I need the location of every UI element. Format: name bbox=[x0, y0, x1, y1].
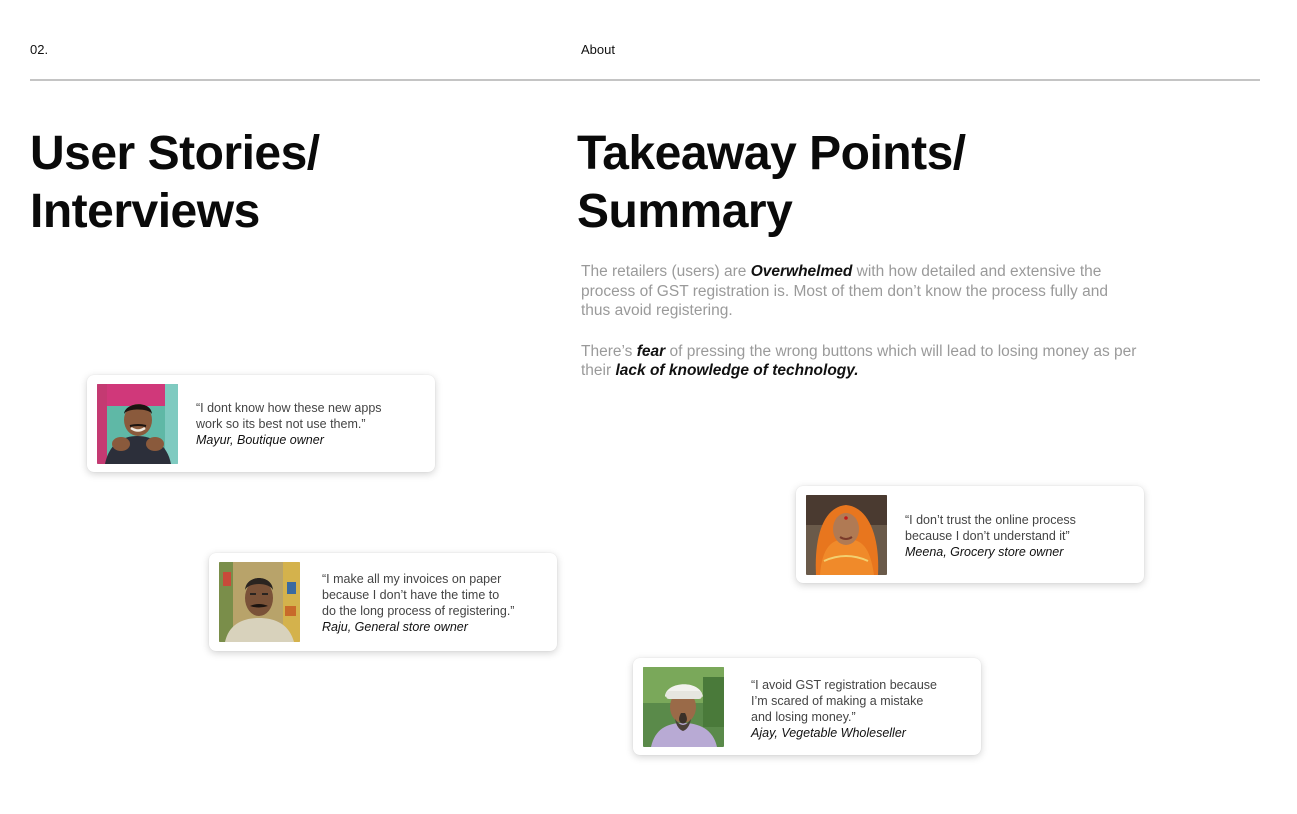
quote-line: “I avoid GST registration because bbox=[751, 678, 937, 692]
quote-line: work so its best not use them.” bbox=[196, 417, 366, 431]
user-stories-title bbox=[30, 125, 320, 241]
emphasis-fear: fear bbox=[636, 342, 666, 360]
quote-card-ajay bbox=[633, 658, 981, 755]
quote-author: Mayur, Boutique owner bbox=[196, 433, 324, 447]
man-smiling-portrait-icon bbox=[97, 384, 178, 464]
man-mustache-portrait-icon bbox=[219, 562, 300, 642]
quote-line: do the long process of registering.” bbox=[322, 604, 515, 618]
title-line: Takeaway Points/ bbox=[577, 127, 966, 180]
title-line: Summary bbox=[577, 185, 793, 238]
emphasis-lack-of-knowledge: lack of knowledge of technology. bbox=[615, 362, 859, 379]
quote-card-raju bbox=[209, 553, 557, 651]
quote-line: “I don’t trust the online process bbox=[905, 513, 1076, 527]
quote-line: because I don’t have the time to bbox=[322, 588, 500, 602]
title-line: User Stories/ bbox=[30, 127, 320, 180]
quote-body bbox=[196, 400, 382, 448]
quote-body bbox=[751, 677, 937, 741]
quote-body bbox=[905, 512, 1076, 560]
quote-card-meena bbox=[796, 486, 1144, 583]
quote-line: “I dont know how these new apps bbox=[196, 401, 382, 415]
summary-paragraph: The retailers (users) are Overwhelmed with how detailed and extensive the process of GST registration is. Most of them don’t know the process fully and thus avoid registering. bbox=[581, 263, 1108, 319]
quote-line: “I make all my invoices on paper bbox=[322, 572, 502, 586]
quote-author: Raju, General store owner bbox=[322, 620, 468, 634]
quote-line: because I don’t understand it” bbox=[905, 529, 1070, 543]
man-turban-portrait-icon bbox=[643, 667, 724, 747]
woman-orange-saree-portrait-icon bbox=[806, 495, 887, 575]
quote-author: Ajay, Vegetable Wholeseller bbox=[751, 726, 906, 740]
summary-text bbox=[581, 262, 1141, 402]
quote-line: I’m scared of making a mistake bbox=[751, 694, 924, 708]
quote-body bbox=[322, 571, 514, 635]
summary-paragraph: There’s fear of pressing the wrong buttons which will lead to losing money as per their lack of knowledge of technology. bbox=[581, 342, 1137, 379]
section-label: About bbox=[581, 42, 615, 57]
header-divider bbox=[30, 79, 1260, 81]
emphasis-overwhelmed: Overwhelmed bbox=[750, 263, 853, 280]
quote-line: and losing money.” bbox=[751, 710, 856, 724]
quote-card-mayur bbox=[87, 375, 435, 472]
page-number: 02. bbox=[30, 42, 49, 57]
quote-author: Meena, Grocery store owner bbox=[905, 545, 1064, 559]
takeaway-title bbox=[577, 125, 966, 241]
title-line: Interviews bbox=[30, 185, 260, 238]
